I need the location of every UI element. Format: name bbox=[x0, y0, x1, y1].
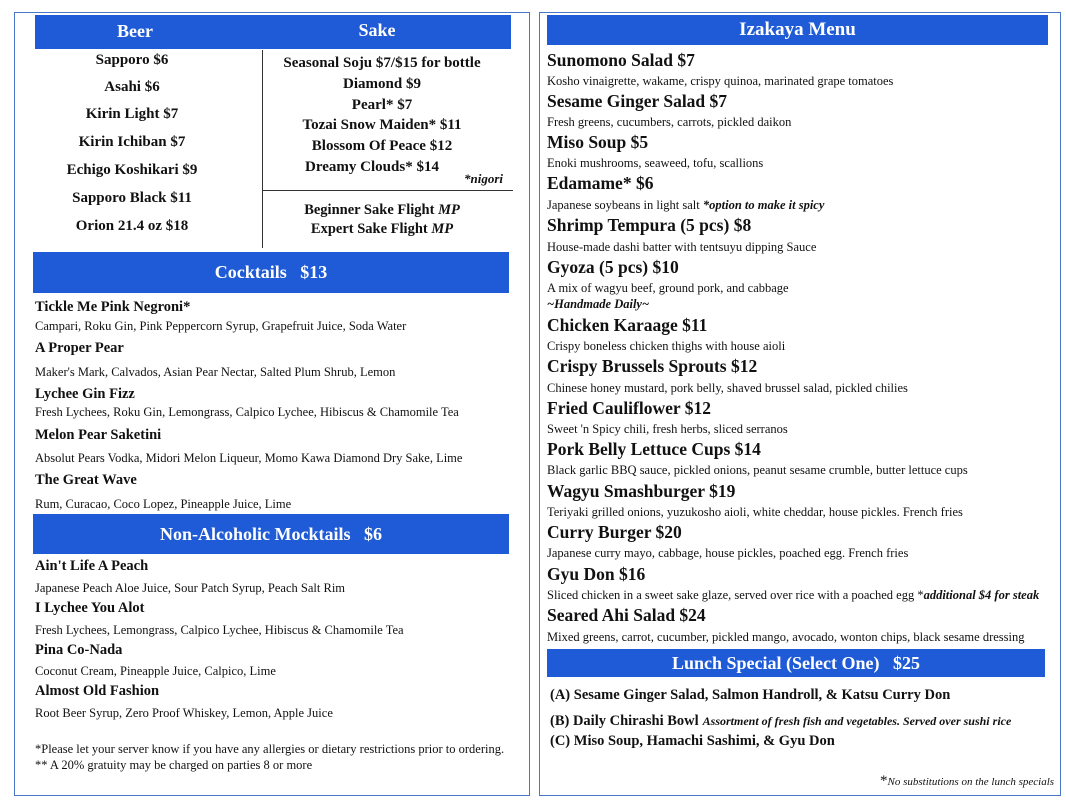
dish-name: Edamame* $6 bbox=[547, 173, 654, 193]
sake-item: Dreamy Clouds* $14 bbox=[305, 159, 439, 175]
dish-name: Miso Soup $5 bbox=[547, 132, 649, 152]
flight-price: MP bbox=[438, 202, 460, 218]
sake-flight bbox=[262, 221, 502, 238]
mocktails-header: Non-Alcoholic Mocktails $6 bbox=[33, 514, 509, 554]
beer-item: Sapporo Black $11 bbox=[72, 190, 192, 206]
dish-desc: Sliced chicken in a sweet sake glaze, served over rice with a poached egg * bbox=[547, 588, 924, 602]
sake-header: Sake bbox=[358, 20, 396, 40]
lunch-option-note: Assortment of fresh fish and vegetables. Served over sushi rice bbox=[702, 714, 1012, 728]
mocktail-name: Ain't Life A Peach bbox=[35, 558, 149, 574]
dish-name: Gyu Don $16 bbox=[547, 564, 646, 584]
dish-name: Pork Belly Lettuce Cups $14 bbox=[547, 439, 761, 459]
dish-desc: Mixed greens, carrot, cucumber, pickled mango, avocado, wonton chips, black sesame dressing bbox=[547, 630, 1025, 644]
dish-desc: Japanese soybeans in light salt bbox=[547, 198, 700, 212]
cocktail-desc: Maker's Mark, Calvados, Asian Pear Nectar, Salted Plum Shrub, Lemon bbox=[35, 365, 396, 379]
lunch-header: Lunch Special (Select One) $25 bbox=[547, 649, 1045, 677]
sake-item: Pearl* $7 bbox=[351, 97, 413, 113]
mocktail-name: Almost Old Fashion bbox=[35, 683, 160, 699]
mocktail-name: I Lychee You Alot bbox=[35, 600, 145, 616]
cocktail-desc: Absolut Pears Vodka, Midori Melon Liqueur, Momo Kawa Diamond Dry Sake, Lime bbox=[35, 451, 463, 465]
dish-desc-row bbox=[547, 198, 824, 213]
flight-name: Expert Sake Flight bbox=[310, 221, 428, 237]
cocktail-name: Lychee Gin Fizz bbox=[35, 386, 135, 402]
dish-name: Sesame Ginger Salad $7 bbox=[547, 91, 728, 111]
mocktail-name: Pina Co-Nada bbox=[35, 642, 123, 658]
beer-item: Kirin Light $7 bbox=[85, 106, 179, 122]
cocktail-name: The Great Wave bbox=[35, 472, 137, 488]
dish-note: *option to make it spicy bbox=[702, 198, 825, 212]
dish-desc: A mix of wagyu beef, ground pork, and cabbage bbox=[547, 281, 789, 295]
mocktail-desc: Coconut Cream, Pineapple Juice, Calpico, Lime bbox=[35, 664, 276, 678]
cocktail-name: A Proper Pear bbox=[35, 340, 124, 356]
dish-desc: Japanese curry mayo, cabbage, house pickles, poached egg. French fries bbox=[547, 546, 909, 560]
dish-desc: Enoki mushrooms, seaweed, tofu, scallions bbox=[547, 156, 764, 170]
handmade-note: ~Handmade Daily~ bbox=[547, 297, 650, 311]
dish-desc: Sweet 'n Spicy chili, fresh herbs, sliced serranos bbox=[547, 422, 788, 436]
flight-name: Beginner Sake Flight bbox=[304, 202, 435, 218]
no-sub-star: * bbox=[880, 773, 888, 789]
dish-desc: Black garlic BBQ sauce, pickled onions, peanut sesame crumble, butter lettuce cups bbox=[547, 463, 968, 477]
beer-item: Kirin Ichiban $7 bbox=[78, 134, 186, 150]
sake-item: Blossom Of Peace $12 bbox=[311, 138, 453, 154]
cocktails-header: Cocktails $13 bbox=[33, 252, 509, 293]
dish-note: additional $4 for steak bbox=[923, 588, 1040, 602]
cocktail-desc: Campari, Roku Gin, Pink Peppercorn Syrup, Grapefruit Juice, Soda Water bbox=[35, 319, 407, 333]
nigori-note: *nigori bbox=[464, 171, 504, 186]
cocktail-desc: Fresh Lychees, Roku Gin, Lemongrass, Calpico Lychee, Hibiscus & Chamomile Tea bbox=[35, 405, 459, 419]
lunch-option: (A) Sesame Ginger Salad, Salmon Handroll, & Katsu Curry Don bbox=[550, 687, 951, 703]
dish-name: Sunomono Salad $7 bbox=[547, 50, 695, 70]
sake-item: Diamond $9 bbox=[343, 76, 421, 92]
mocktail-desc: Japanese Peach Aloe Juice, Sour Patch Syrup, Peach Salt Rim bbox=[35, 581, 346, 595]
mocktail-desc: Root Beer Syrup, Zero Proof Whiskey, Lemon, Apple Juice bbox=[35, 706, 333, 720]
dish-desc-row bbox=[547, 588, 1039, 603]
dish-name: Curry Burger $20 bbox=[547, 522, 682, 542]
beer-item: Echigo Koshikari $9 bbox=[66, 162, 198, 178]
dish-name: Wagyu Smashburger $19 bbox=[547, 481, 736, 501]
mocktail-desc: Fresh Lychees, Lemongrass, Calpico Lychee, Hibiscus & Chamomile Tea bbox=[35, 623, 404, 637]
sake-flight-divider bbox=[263, 190, 513, 191]
dish-desc: Fresh greens, cucumbers, carrots, pickled daikon bbox=[547, 115, 792, 129]
beer-item: Orion 21.4 oz $18 bbox=[75, 218, 189, 234]
dish-name: Fried Cauliflower $12 bbox=[547, 398, 711, 418]
dish-desc: Chinese honey mustard, pork belly, shaved brussel salad, pickled chilies bbox=[547, 381, 908, 395]
sake-item: Seasonal Soju $7/$15 for bottle bbox=[283, 55, 481, 71]
no-substitutions-note bbox=[880, 772, 1054, 790]
flight-price: MP bbox=[431, 221, 454, 237]
allergy-footnote: *Please let your server know if you have any allergies or dietary restrictions prior to ordering. bbox=[35, 742, 505, 756]
lunch-option-row bbox=[550, 712, 1011, 730]
sake-flight bbox=[262, 202, 502, 219]
dish-desc: Crispy boneless chicken thighs with house aioli bbox=[547, 339, 786, 353]
beer-header: Beer bbox=[117, 21, 153, 41]
izakaya-header: Izakaya Menu bbox=[547, 15, 1048, 45]
cocktail-name: Melon Pear Saketini bbox=[35, 427, 162, 443]
beer-item: Sapporo $6 bbox=[95, 52, 169, 68]
dish-desc: Teriyaki grilled onions, yuzukosho aioli, white cheddar, house pickles. French fries bbox=[547, 505, 963, 519]
dish-name: Chicken Karaage $11 bbox=[547, 315, 708, 335]
cocktail-name: Tickle Me Pink Negroni* bbox=[35, 299, 191, 315]
dish-name: Seared Ahi Salad $24 bbox=[547, 605, 706, 625]
lunch-option: (B) Daily Chirashi Bowl bbox=[550, 713, 699, 729]
dish-desc: Kosho vinaigrette, wakame, crispy quinoa, marinated grape tomatoes bbox=[547, 74, 894, 88]
beer-item: Asahi $6 bbox=[104, 79, 160, 95]
gratuity-footnote: ** A 20% gratuity may be charged on parties 8 or more bbox=[35, 758, 313, 772]
dish-name: Shrimp Tempura (5 pcs) $8 bbox=[547, 215, 752, 235]
dish-name: Crispy Brussels Sprouts $12 bbox=[547, 356, 758, 376]
sake-item: Tozai Snow Maiden* $11 bbox=[302, 117, 462, 133]
cocktail-desc: Rum, Curacao, Coco Lopez, Pineapple Juice, Lime bbox=[35, 497, 292, 511]
dish-name: Gyoza (5 pcs) $10 bbox=[547, 257, 679, 277]
lunch-option: (C) Miso Soup, Hamachi Sashimi, & Gyu Don bbox=[550, 733, 835, 749]
dish-desc: House-made dashi batter with tentsuyu dipping Sauce bbox=[547, 240, 817, 254]
no-sub-text: No substitutions on the lunch specials bbox=[887, 776, 1055, 788]
